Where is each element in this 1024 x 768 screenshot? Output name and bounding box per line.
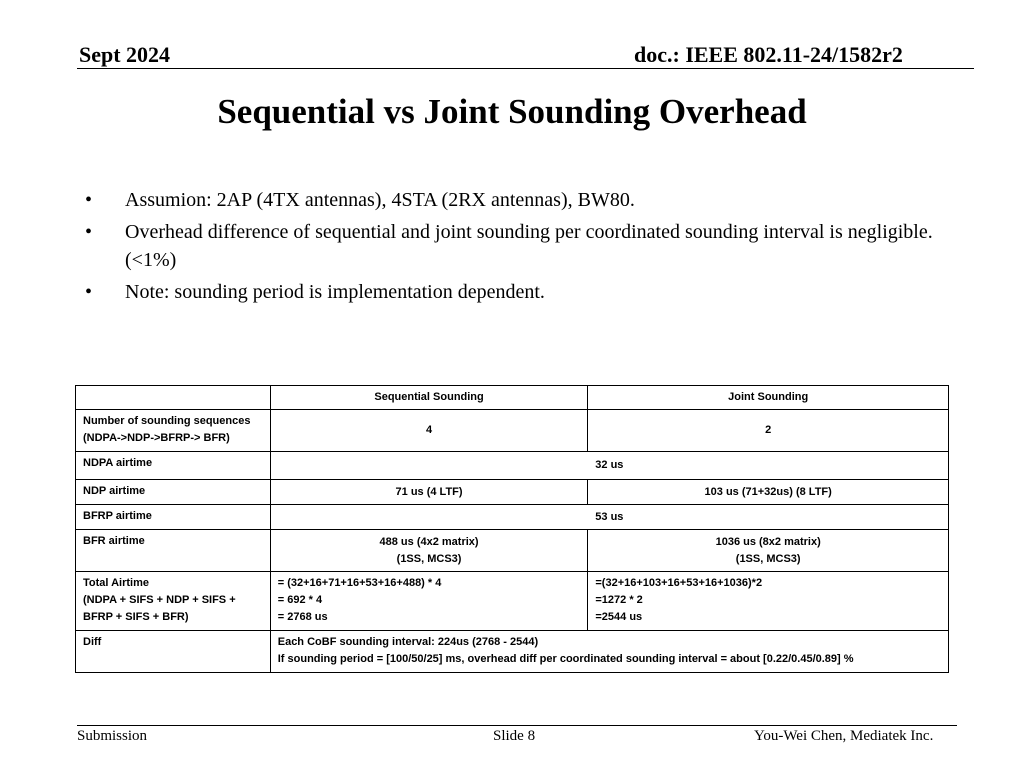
sequential-bfr bbox=[270, 530, 588, 572]
cell-line: (1SS, MCS3) bbox=[396, 552, 462, 565]
bullet-item bbox=[82, 218, 942, 274]
joint-sequences: 2 bbox=[588, 410, 949, 452]
joint-ndp: 103 us (71+32us) (8 LTF) bbox=[588, 480, 949, 505]
row-label-line: (NDPA->NDP->BFRP-> BFR) bbox=[83, 432, 230, 444]
footer-divider bbox=[77, 725, 957, 726]
cell-line: =1272 * 2 bbox=[595, 594, 643, 606]
row-label: NDPA airtime bbox=[76, 452, 271, 480]
joint-bfr bbox=[588, 530, 949, 572]
table-row-sequences bbox=[76, 410, 949, 452]
diff-value bbox=[270, 631, 948, 673]
cell-line: = 692 * 4 bbox=[277, 594, 323, 606]
table-row-ndp bbox=[76, 480, 949, 505]
bullet-list bbox=[82, 186, 942, 310]
header-sequential: Sequential Sounding bbox=[270, 386, 588, 410]
bullet-item bbox=[82, 278, 942, 306]
row-label: BFR airtime bbox=[76, 530, 271, 572]
bullet-text: Note: sounding period is implementation dependent. bbox=[125, 281, 545, 303]
row-label bbox=[76, 410, 271, 452]
cell-line: Each CoBF sounding interval: 224us (2768 - 2544) bbox=[277, 636, 539, 648]
cell-line: = (32+16+71+16+53+16+488) * 4 bbox=[277, 577, 442, 589]
footer-author: You-Wei Chen, Mediatek Inc. bbox=[754, 728, 934, 744]
row-label-line: (NDPA + SIFS + NDP + SIFS + bbox=[83, 594, 236, 606]
overhead-table bbox=[75, 385, 949, 673]
sequential-total bbox=[270, 572, 588, 631]
cell-line: If sounding period = [100/50/25] ms, overhead diff per coordinated sounding interval = about [0.22/0.45/0.89] % bbox=[277, 653, 854, 665]
table-row-total bbox=[76, 572, 949, 631]
row-label: BFRP airtime bbox=[76, 505, 271, 530]
header-blank-cell bbox=[76, 386, 271, 410]
header-divider bbox=[77, 68, 974, 69]
slide-title: Sequential vs Joint Sounding Overhead bbox=[217, 92, 807, 131]
bullet-icon: • bbox=[85, 281, 93, 303]
joint-total bbox=[588, 572, 949, 631]
cell-line: 488 us (4x2 matrix) bbox=[379, 535, 479, 548]
header-date: Sept 2024 bbox=[79, 42, 171, 67]
row-label-line: Total Airtime bbox=[83, 577, 150, 589]
footer-submission: Submission bbox=[77, 728, 148, 744]
bullet-icon: • bbox=[85, 189, 93, 211]
row-label: NDP airtime bbox=[76, 480, 271, 505]
sequential-sequences: 4 bbox=[270, 410, 588, 452]
table-header-row bbox=[76, 386, 949, 410]
cell-line: 1036 us (8x2 matrix) bbox=[715, 535, 821, 548]
table-row-ndpa bbox=[76, 452, 949, 480]
row-label bbox=[76, 572, 271, 631]
header-doc-id: doc.: IEEE 802.11-24/1582r2 bbox=[634, 42, 903, 67]
header-joint: Joint Sounding bbox=[588, 386, 949, 410]
ndpa-airtime-value: 32 us bbox=[270, 452, 948, 480]
bullet-text: Assumion: 2AP (4TX antennas), 4STA (2RX antennas), BW80. bbox=[125, 189, 635, 211]
bullet-icon: • bbox=[85, 221, 93, 243]
bfrp-airtime-value: 53 us bbox=[270, 505, 948, 530]
row-label: Diff bbox=[76, 631, 271, 673]
footer-slide-number: Slide 8 bbox=[493, 728, 536, 744]
table-row-diff bbox=[76, 631, 949, 673]
row-label-line: BFRP + SIFS + BFR) bbox=[83, 611, 189, 623]
table-row-bfrp bbox=[76, 505, 949, 530]
cell-line: (1SS, MCS3) bbox=[735, 552, 801, 565]
cell-line: =(32+16+103+16+53+16+1036)*2 bbox=[595, 577, 763, 589]
bullet-item bbox=[82, 186, 942, 214]
cell-line: = 2768 us bbox=[277, 611, 328, 623]
sequential-ndp: 71 us (4 LTF) bbox=[270, 480, 588, 505]
table-row-bfr bbox=[76, 530, 949, 572]
bullet-text: Overhead difference of sequential and joint sounding per coordinated sounding interval is negligible. (<1%) bbox=[125, 221, 933, 271]
row-label-line: Number of sounding sequences bbox=[83, 415, 251, 427]
cell-line: =2544 us bbox=[595, 611, 643, 623]
